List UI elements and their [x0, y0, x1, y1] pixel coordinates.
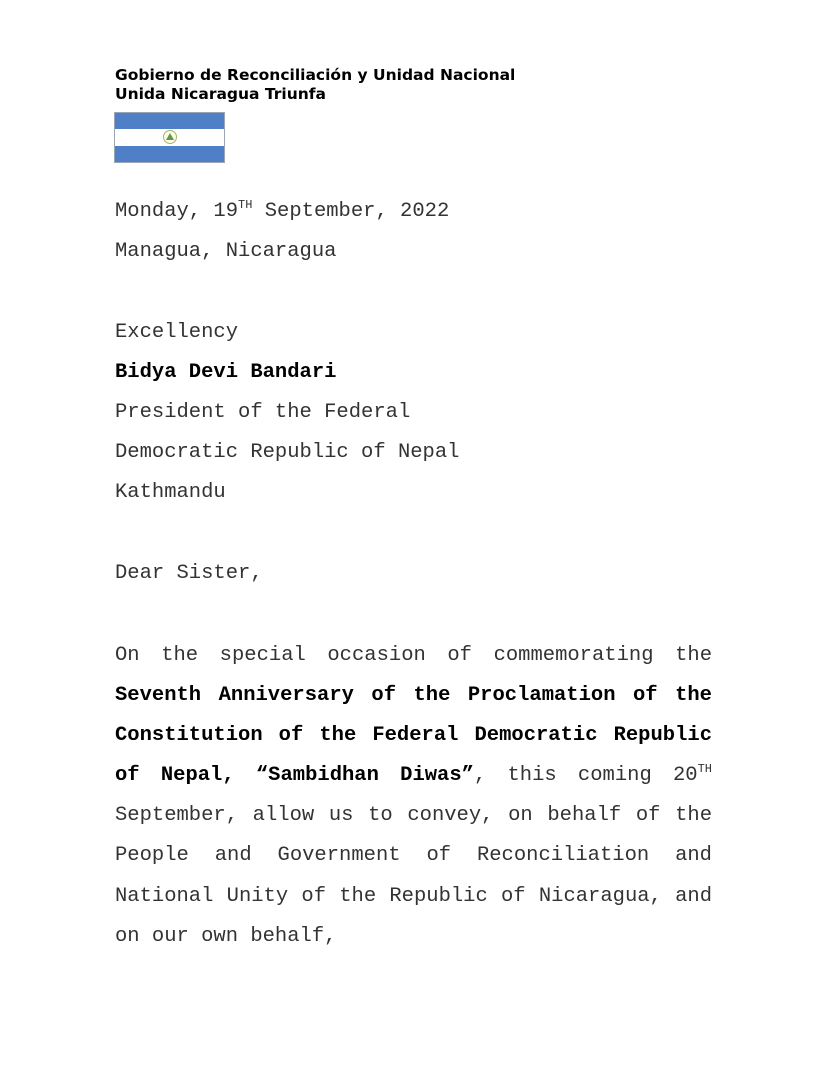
letter-body-paragraph	[115, 636, 712, 957]
coat-of-arms-icon	[163, 130, 177, 144]
flag-bottom-stripe	[115, 146, 224, 162]
date-day: Monday, 19	[115, 200, 239, 223]
letter-date	[115, 200, 449, 223]
body-intro: On the special occasion of commemorating the	[115, 644, 712, 667]
letterhead-government-name: Gobierno de Reconciliación y Unidad Nacional	[115, 66, 516, 84]
date-ordinal: TH	[238, 198, 253, 213]
recipient-title-line2: Democratic Republic of Nepal	[115, 441, 460, 464]
body-occasion: Seventh Anniversary of the Proclamation of the Constitution of the Federal Democratic Republic of Nepal, “Sambidhan Diwas”	[115, 684, 712, 788]
letterhead	[115, 66, 515, 104]
date-month-year: September, 2022	[252, 200, 450, 223]
body-date-lead: , this coming 20	[473, 764, 698, 788]
letterhead-slogan: Unida Nicaragua Triunfa	[115, 85, 327, 103]
greeting: Dear Sister,	[115, 562, 263, 585]
flag-middle-stripe	[115, 129, 224, 145]
body-rest: September, allow us to convey, on behalf of the People and Government of Reconciliation and National Unity of the Republic of Nicaragua, and on our own behalf,	[115, 804, 712, 948]
nicaragua-flag-icon	[114, 112, 225, 163]
recipient-name: Bidya Devi Bandari	[115, 361, 337, 384]
body-date-ordinal: TH	[697, 762, 712, 777]
recipient-title-line1: President of the Federal	[115, 401, 411, 424]
recipient-salutation-title: Excellency	[115, 321, 239, 344]
letter-place: Managua, Nicaragua	[115, 240, 337, 263]
flag-top-stripe	[115, 113, 224, 129]
recipient-city: Kathmandu	[115, 481, 226, 504]
